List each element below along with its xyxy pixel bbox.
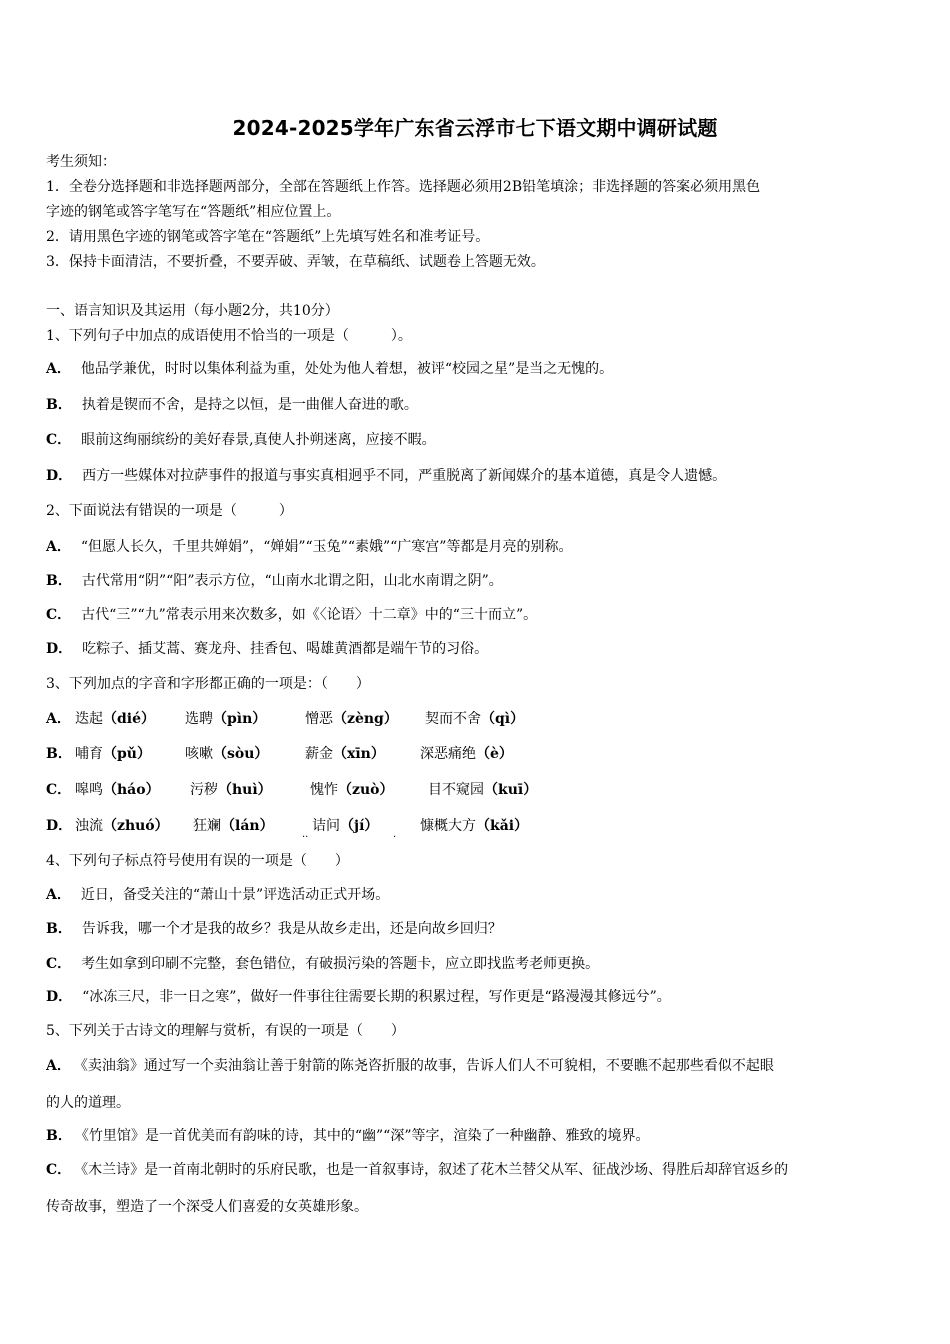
pinyin: （sòu） xyxy=(213,746,269,762)
option-text: 他品学兼优，时时以集体利益为重，处处为他人着想，被评“校园之星”是当之无愧的。 xyxy=(80,361,614,377)
option-text: 考生如拿到印刷不完整，套色错位，有破损污染的答题卡，应立即找监考老师更换。 xyxy=(81,956,600,972)
option-text: 告诉我，哪一个才是我的故乡？我是从故乡走出，还是向故乡回归？ xyxy=(81,921,502,937)
pinyin: （kǎi） xyxy=(476,818,529,834)
word-item xyxy=(190,781,272,799)
option-text: 《卖油翁》通过写一个卖油翁让善于射箭的陈尧咨折服的故事，告诉人们人不可貌相，不要瞧不起那些看似不起眼 xyxy=(80,1058,774,1074)
option-letter: C． xyxy=(46,432,72,448)
word: 愧怍 xyxy=(310,782,338,798)
q4-option-a xyxy=(46,886,389,904)
option-letter: D． xyxy=(46,989,73,1005)
pinyin: （zèng） xyxy=(333,711,398,727)
option-text: 近日，备受关注的“萧山十景”评选活动正式开场。 xyxy=(80,887,390,903)
notice-item: 字迹的钢笔或答字笔写在“答题纸”相应位置上。 xyxy=(46,204,341,220)
page-title: 2024-2025学年广东省云浮市七下语文期中调研试题 xyxy=(232,116,718,140)
option-text: “但愿人长久，千里共婵娟”，“婵娟”“玉兔”“素娥”“广寒宫”等都是月亮的别称。 xyxy=(80,539,573,555)
option-letter: D． xyxy=(46,468,73,484)
q4-option-d xyxy=(46,988,671,1006)
notice-item: 2．请用黑色字迹的钢笔或答字笔在“答题纸”上先填写姓名和准考证号。 xyxy=(46,229,490,245)
q4-option-c xyxy=(46,955,599,973)
word-item xyxy=(75,781,160,799)
pinyin: （xīn） xyxy=(333,746,385,762)
pinyin: （pìn） xyxy=(213,711,267,727)
q5-option-c xyxy=(46,1161,788,1179)
question-5-stem: 5、下列关于古诗文的理解与赏析，有误的一项是（ ） xyxy=(46,1023,405,1039)
q5-option-c-cont: 传奇故事，塑造了一个深受人们喜爱的女英雄形象。 xyxy=(46,1199,368,1215)
option-letter: A． xyxy=(46,887,71,903)
word: 慷概大方 xyxy=(420,818,476,834)
word: 嗥鸣 xyxy=(75,782,103,798)
q5-option-a-cont: 的人的道理。 xyxy=(46,1095,130,1111)
word: 污秽 xyxy=(190,782,218,798)
option-letter: B． xyxy=(46,921,72,937)
word-item xyxy=(305,745,385,763)
option-text: 古代“三”“九”常表示用来次数多，如《〈论语〉十二章》中的“三十而立”。 xyxy=(81,607,538,623)
option-letter: D． xyxy=(46,818,73,834)
option-text: “冰冻三尺，非一日之寒”，做好一件事往往需要长期的积累过程，写作更是“路漫漫其修远兮”。 xyxy=(82,989,671,1005)
q1-option-d xyxy=(46,467,726,485)
option-letter: C． xyxy=(46,782,72,798)
option-letter: C． xyxy=(46,607,72,623)
word: 契而不舍 xyxy=(425,711,481,727)
q1-option-a xyxy=(46,360,613,378)
emphasis-dot-icon: · xyxy=(393,832,397,843)
q2-option-b xyxy=(46,572,503,590)
word-item xyxy=(75,817,169,835)
pinyin: （kuī） xyxy=(484,782,538,798)
option-text: 西方一些媒体对拉萨事件的报道与事实真相迥乎不同，严重脱离了新闻媒介的基本道德，真是令人遗憾。 xyxy=(82,468,727,484)
option-letter: C． xyxy=(46,1162,72,1178)
pinyin: （qì） xyxy=(481,711,525,727)
question-4-stem: 4、下列句子标点符号使用有误的一项是（ ） xyxy=(46,853,349,869)
q4-option-b xyxy=(46,920,502,938)
option-letter: A． xyxy=(46,539,71,555)
word-item xyxy=(312,817,378,835)
word-item xyxy=(420,745,513,763)
q1-option-b xyxy=(46,396,418,414)
option-letter: D． xyxy=(46,641,73,657)
option-letter: B． xyxy=(46,573,72,589)
q5-option-a xyxy=(46,1057,774,1075)
question-3-stem: 3、下列加点的字音和字形都正确的一项是：（ ） xyxy=(46,676,370,692)
word-item xyxy=(75,745,151,763)
word: 选聘 xyxy=(185,711,213,727)
q1-option-c xyxy=(46,431,436,449)
option-text: 古代常用“阴”“阳”表示方位，“山南水北谓之阳，山北水南谓之阴”。 xyxy=(81,573,503,589)
word: 狂斓 xyxy=(193,818,221,834)
word: 诘问 xyxy=(312,818,340,834)
word-item xyxy=(428,781,537,799)
word: 目不窥园 xyxy=(428,782,484,798)
option-letter: B． xyxy=(46,746,72,762)
word: 哺育 xyxy=(75,746,103,762)
pinyin: （lán） xyxy=(221,818,274,834)
option-text: 眼前这绚丽缤纷的美好春景,真使人扑朔迷离，应接不暇。 xyxy=(81,432,436,448)
pinyin: （jí） xyxy=(340,818,379,834)
word-item xyxy=(425,710,524,728)
option-letter: A． xyxy=(46,361,71,377)
word-item xyxy=(193,817,274,835)
notice-heading: 考生须知： xyxy=(46,154,116,170)
emphasis-dot-icon: ·· xyxy=(302,832,309,843)
pinyin: （háo） xyxy=(103,782,160,798)
pinyin: （zhuó） xyxy=(103,818,169,834)
word-item xyxy=(420,817,528,835)
word-item xyxy=(185,745,268,763)
notice-item: 3．保持卡面清洁，不要折叠，不要弄破、弄皱，在草稿纸、试题卷上答题无效。 xyxy=(46,254,545,270)
option-text: 吃粽子、插艾蒿、赛龙舟、挂香包、喝雄黄酒都是端午节的习俗。 xyxy=(82,641,489,657)
pinyin: （zuò） xyxy=(338,782,394,798)
option-text: 执着是锲而不舍，是持之以恒，是一曲催人奋进的歌。 xyxy=(81,397,418,413)
q2-option-c xyxy=(46,606,537,624)
q2-option-a xyxy=(46,538,572,556)
word-item xyxy=(310,781,393,799)
option-letter: C． xyxy=(46,956,72,972)
pinyin: （huì） xyxy=(218,782,272,798)
notice-item: 1．全卷分选择题和非选择题两部分，全部在答题纸上作答。选择题必须用2B铅笔填涂；非选择题的答案必须用黑色 xyxy=(46,179,761,195)
word: 深恶痛绝 xyxy=(420,746,476,762)
option-text: 《木兰诗》是一首南北朝时的乐府民歌，也是一首叙事诗，叙述了花木兰替父从军、征战沙场、得胜后却辞官返乡的 xyxy=(81,1162,789,1178)
word-item xyxy=(185,710,266,728)
word: 憎恶 xyxy=(305,711,333,727)
section-heading: 一、语言知识及其运用（每小题2分，共10分） xyxy=(46,303,339,319)
option-letter: B． xyxy=(46,1128,72,1144)
word: 浊流 xyxy=(75,818,103,834)
pinyin: （pǔ） xyxy=(103,746,151,762)
q2-option-d xyxy=(46,640,488,658)
word: 迭起 xyxy=(75,711,103,727)
option-letter: A． xyxy=(46,711,71,727)
question-2-stem: 2、下面说法有错误的一项是（ ） xyxy=(46,503,293,519)
word: 薪金 xyxy=(305,746,333,762)
question-1-stem: 1、下列句子中加点的成语使用不恰当的一项是（ ）。 xyxy=(46,328,412,344)
word: 咳嗽 xyxy=(185,746,213,762)
q5-option-b xyxy=(46,1127,649,1145)
option-letter: B． xyxy=(46,397,72,413)
word-item xyxy=(305,710,398,728)
pinyin: （dié） xyxy=(103,711,156,727)
word-item xyxy=(75,710,155,728)
option-letter: A． xyxy=(46,1058,71,1074)
option-text: 《竹里馆》是一首优美而有韵味的诗，其中的“幽”“深”等字，渲染了一种幽静、雅致的境界。 xyxy=(81,1128,650,1144)
pinyin: （è） xyxy=(476,746,513,762)
